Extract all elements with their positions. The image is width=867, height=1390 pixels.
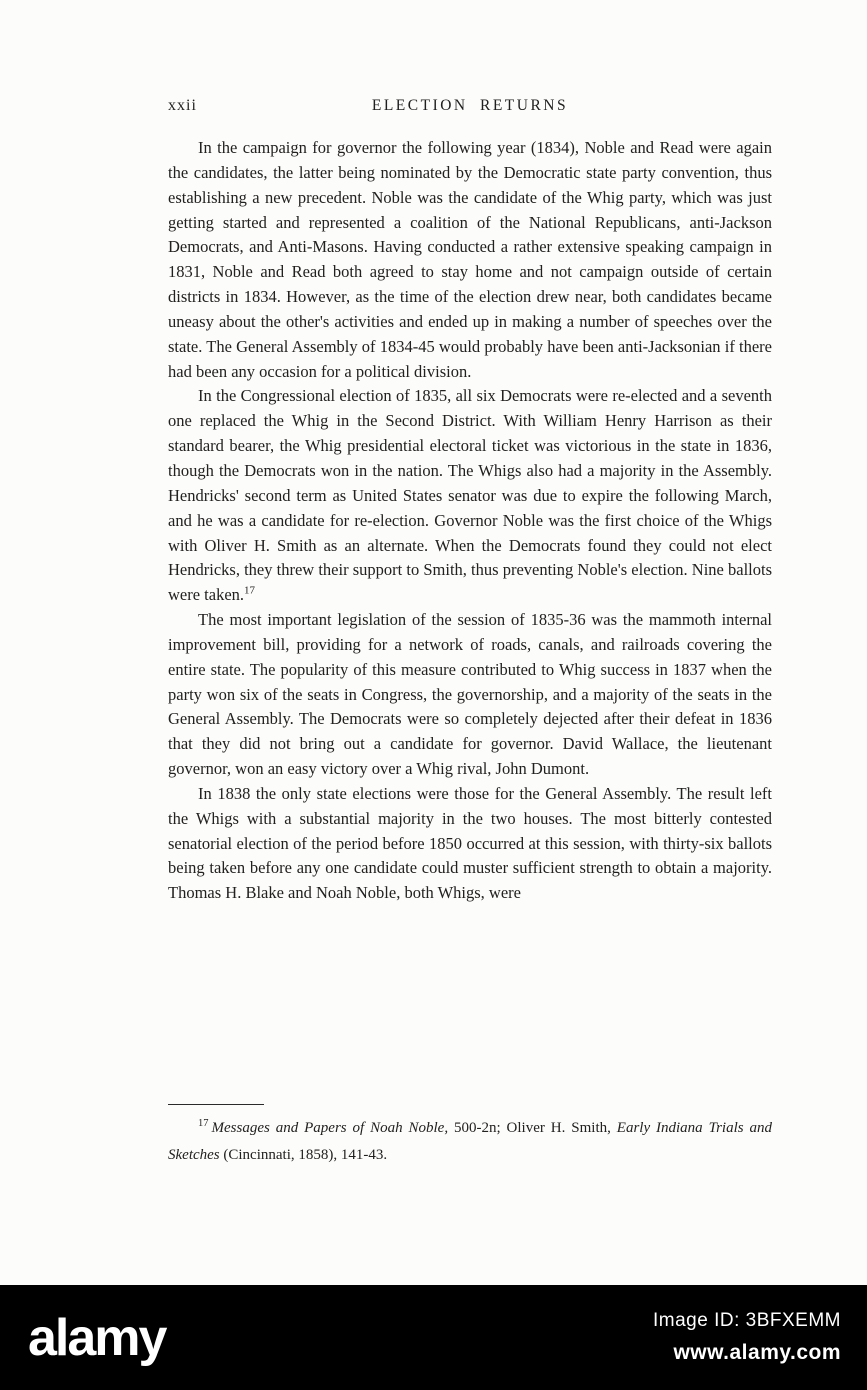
alamy-website-url: www.alamy.com	[673, 1341, 841, 1364]
paragraph-1	[168, 136, 772, 384]
footnote-text	[168, 1115, 772, 1169]
footnote-citation-title-1: Messages and Papers of Noah Noble,	[211, 1120, 449, 1136]
paragraph-3	[168, 608, 772, 782]
running-header	[168, 97, 772, 119]
watermark-bar	[0, 1285, 867, 1390]
running-title: ELECTION RETURNS	[371, 97, 569, 114]
footnote-citation-pages-2: (Cincinnati, 1858), 141-43.	[219, 1147, 388, 1163]
paragraph-4-text: In 1838 the only state elections were those for the General Assembly. The result left the Whigs with a substantial majority in the two houses. The most bitterly contested senatorial election of the period before 1850 occurred at this session, with thirty-six ballots being taken before any one candidate could muster sufficient strength to obtain a majority. Thomas H. Blake and Noah Noble, both Whigs, were	[168, 783, 772, 903]
paragraph-1-text: In the campaign for governor the following year (1834), Noble and Read were again the candidates, the latter being nominated by the Democratic state party convention, thus establishing a new precedent. Noble was the candidate of the Whig party, which was just getting started and represented a coalition of the National Republicans, anti-Jackson Democrats, and Anti-Masons. Having conducted a rather extensive speaking campaign in 1831, Noble and Read both agreed to stay home and not campaign outside of certain districts in 1834. However, as the time of the election drew near, both candidates became uneasy about the other's activities and ended up in making a number of speeches over the state. The General Assembly of 1834-45 would probably have been anti-Jacksonian if there had been any occasion for a political division.	[168, 138, 772, 381]
footnote-section	[168, 1104, 772, 1169]
footnote-divider-rule	[168, 1104, 264, 1105]
paragraph-4	[168, 782, 772, 906]
image-id-label: Image ID: 3BFXEMM	[653, 1310, 841, 1331]
watermark-meta	[653, 1310, 841, 1365]
footnote-citation-title-2: Early Indiana Trials and Sketches	[168, 1120, 773, 1163]
paragraph-3-text: The most important legislation of the session of 1835-36 was the mammoth internal improvement bill, providing for a network of roads, canals, and railroads covering the entire state. The popularity of this measure contributed to Whig success in 1837 when the party won six of the seats in Congress, the governorship, and a majority of the seats in the General Assembly. The Democrats were so completely dejected after their defeat in 1836 that they did not bring out a candidate for governor. David Wallace, the lieutenant governor, won an easy victory over a Whig rival, John Dumont.	[168, 610, 772, 779]
footnote-reference: 17	[244, 584, 256, 597]
footnote-citation-pages-1: 500-2n; Oliver H. Smith,	[448, 1120, 617, 1136]
paragraph-2	[168, 384, 772, 608]
paragraph-2-text: In the Congressional election of 1835, all six Democrats were re-elected and a seventh one replaced the Whig in the Second District. With William Henry Harrison as their standard bearer, the Whig presidential electoral ticket was victorious in the state in 1836, though the Democrats won in the nation. The Whigs also had a majority in the Assembly. Hendricks' second term as United States senator was due to expire the following March, and he was a candidate for re-election. Governor Noble was the first choice of the Whigs with Oliver H. Smith as an alternate. When the Democrats found they could not elect Hendricks, they threw their support to Smith, thus preventing Noble's election. Nine ballots were taken.	[168, 386, 772, 605]
page-body	[168, 136, 772, 906]
footnote-marker: 17	[198, 1118, 209, 1129]
alamy-logo: alamy	[28, 1308, 166, 1367]
page-number: xxii	[168, 97, 197, 114]
